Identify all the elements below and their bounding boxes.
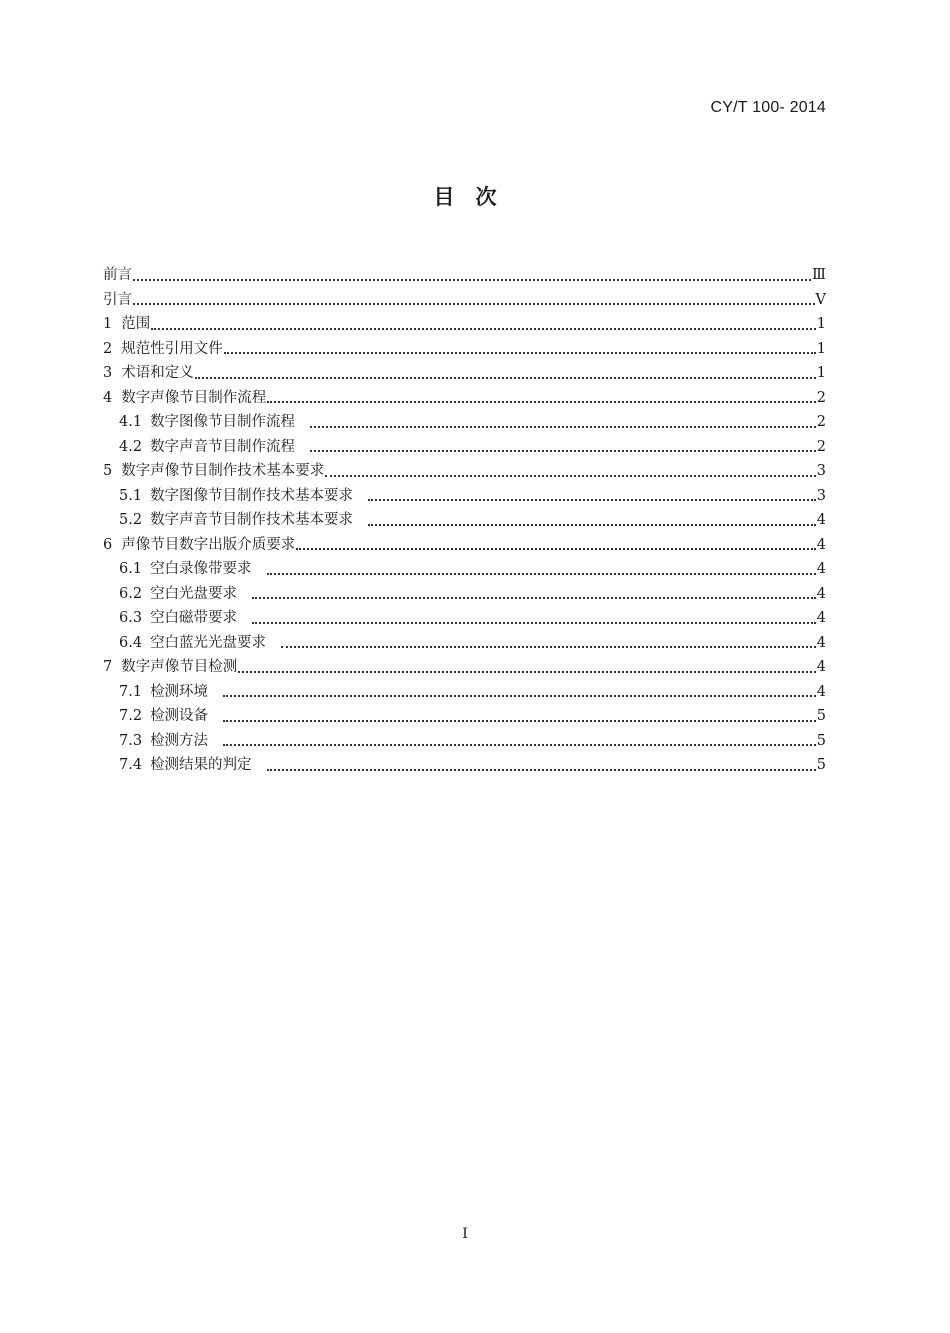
toc-entry-number: 7 bbox=[103, 659, 113, 675]
toc-entry[interactable] bbox=[103, 288, 826, 313]
toc-leader-dots bbox=[238, 655, 816, 680]
toc-leader-dots bbox=[281, 631, 816, 656]
toc-entry-label: 规范性引用文件 bbox=[121, 340, 223, 357]
toc-entry-label: 引言 bbox=[103, 291, 132, 308]
toc-entry-label: 前言 bbox=[103, 267, 132, 283]
toc-entry-page: 4 bbox=[816, 634, 826, 651]
toc-entry-number: 4 bbox=[103, 389, 113, 406]
toc-entry[interactable] bbox=[103, 582, 826, 607]
toc-entry-page: 5 bbox=[816, 708, 826, 724]
toc-entry[interactable] bbox=[103, 386, 826, 411]
toc-entry[interactable] bbox=[103, 557, 826, 582]
document-code: CY/T 100- 2014 bbox=[710, 99, 826, 116]
toc-entry-page: Ⅲ bbox=[812, 267, 826, 283]
toc-entry-number: 4.1 bbox=[119, 414, 143, 430]
toc-entry[interactable] bbox=[103, 606, 826, 631]
toc-entry-number: 5.2 bbox=[119, 512, 143, 528]
toc-leader-dots bbox=[151, 312, 816, 337]
toc-entry[interactable] bbox=[103, 704, 826, 729]
toc-leader-dots bbox=[223, 704, 816, 729]
toc-leader-dots bbox=[310, 410, 816, 435]
toc-entry-page: 3 bbox=[816, 463, 826, 479]
page-title: 目 次 bbox=[433, 185, 497, 209]
toc-entry-label: 数字图像节目制作流程 bbox=[150, 414, 296, 430]
toc-entry-label: 数字声像节目制作流程 bbox=[121, 389, 267, 406]
toc-leader-dots bbox=[133, 288, 815, 313]
toc-entry-number: 5.1 bbox=[119, 487, 143, 504]
toc-entry-page: 4 bbox=[816, 610, 826, 626]
toc-entry[interactable] bbox=[103, 337, 826, 362]
toc-entry-number: 1 bbox=[103, 316, 113, 332]
toc-entry-label: 空白磁带要求 bbox=[150, 610, 238, 626]
toc-entry[interactable] bbox=[103, 729, 826, 754]
toc-entry[interactable] bbox=[103, 435, 826, 460]
toc-entry-label: 数字声音节目制作技术基本要求 bbox=[150, 512, 354, 528]
toc-entry-page: 2 bbox=[816, 389, 826, 406]
toc-entry-label: 声像节目数字出版介质要求 bbox=[121, 536, 296, 553]
toc-leader-dots bbox=[223, 680, 816, 705]
toc-leader-dots bbox=[252, 582, 816, 607]
toc-entry-page: 4 bbox=[816, 561, 826, 577]
toc-entry-page: 5 bbox=[816, 757, 826, 773]
toc-entry[interactable] bbox=[103, 484, 826, 509]
toc-leader-dots bbox=[252, 606, 816, 631]
toc-entry-number: 4.2 bbox=[119, 438, 143, 455]
toc-entry-page: 4 bbox=[816, 585, 826, 602]
toc-entry-page: 4 bbox=[816, 536, 826, 553]
toc-entry-page: 1 bbox=[816, 340, 826, 357]
toc-entry-number: 7.4 bbox=[119, 757, 143, 773]
toc-entry[interactable] bbox=[103, 508, 826, 533]
page-number: I bbox=[462, 1226, 468, 1242]
toc-entry-label: 范围 bbox=[121, 316, 151, 332]
toc-entry-number: 7.2 bbox=[119, 708, 143, 724]
toc-leader-dots bbox=[325, 459, 816, 484]
toc-entry-page: 3 bbox=[816, 487, 826, 504]
toc-entry-page: 2 bbox=[816, 438, 826, 455]
toc-entry-label: 数字声像节目制作技术基本要求 bbox=[121, 463, 325, 479]
toc-leader-dots bbox=[267, 557, 816, 582]
toc-entry-number: 6 bbox=[103, 536, 113, 553]
toc-entry-number: 6.2 bbox=[119, 585, 143, 602]
toc-entry[interactable] bbox=[103, 459, 826, 484]
table-of-contents bbox=[103, 263, 826, 778]
toc-entry-label: 数字图像节目制作技术基本要求 bbox=[150, 487, 354, 504]
toc-leader-dots bbox=[267, 386, 816, 411]
toc-entry-label: 检测方法 bbox=[150, 732, 209, 749]
toc-entry-label: 数字声像节目检测 bbox=[121, 659, 238, 675]
toc-entry-number: 6.4 bbox=[119, 634, 143, 651]
toc-entry-label: 检测设备 bbox=[150, 708, 209, 724]
toc-entry[interactable] bbox=[103, 753, 826, 778]
toc-leader-dots bbox=[368, 508, 816, 533]
toc-entry-page: 2 bbox=[816, 414, 826, 430]
toc-entry[interactable] bbox=[103, 655, 826, 680]
toc-leader-dots bbox=[310, 435, 816, 460]
toc-entry-label: 术语和定义 bbox=[121, 365, 194, 381]
toc-entry-number: 2 bbox=[103, 340, 113, 357]
toc-entry[interactable] bbox=[103, 410, 826, 435]
toc-entry-page: 4 bbox=[816, 683, 826, 700]
toc-leader-dots bbox=[133, 263, 811, 288]
toc-entry-number: 6.3 bbox=[119, 610, 143, 626]
toc-entry[interactable] bbox=[103, 312, 826, 337]
toc-entry-label: 检测环境 bbox=[150, 683, 209, 700]
toc-leader-dots bbox=[267, 753, 816, 778]
toc-entry-number: 7.3 bbox=[119, 732, 143, 749]
toc-entry-page: 5 bbox=[816, 732, 826, 749]
toc-entry-label: 空白蓝光光盘要求 bbox=[150, 634, 267, 651]
toc-entry[interactable] bbox=[103, 263, 826, 288]
toc-entry-page: 1 bbox=[816, 316, 826, 332]
toc-entry[interactable] bbox=[103, 533, 826, 558]
toc-leader-dots bbox=[368, 484, 816, 509]
toc-entry-label: 数字声音节目制作流程 bbox=[150, 438, 296, 455]
toc-entry-label: 检测结果的判定 bbox=[150, 757, 252, 773]
toc-leader-dots bbox=[224, 337, 816, 362]
toc-entry-page: 4 bbox=[816, 659, 826, 675]
toc-entry-page: 4 bbox=[816, 512, 826, 528]
toc-entry-number: 5 bbox=[103, 463, 113, 479]
toc-leader-dots bbox=[296, 533, 816, 558]
toc-entry-label: 空白光盘要求 bbox=[150, 585, 238, 602]
toc-leader-dots bbox=[195, 361, 816, 386]
toc-entry-number: 7.1 bbox=[119, 683, 143, 700]
toc-entry-label: 空白录像带要求 bbox=[150, 561, 252, 577]
toc-leader-dots bbox=[223, 729, 816, 754]
toc-entry[interactable] bbox=[103, 680, 826, 705]
toc-entry-number: 6.1 bbox=[119, 561, 143, 577]
toc-entry-page: 1 bbox=[816, 365, 826, 381]
toc-entry-number: 3 bbox=[103, 365, 113, 381]
toc-entry-page: Ⅴ bbox=[815, 291, 826, 308]
toc-entry[interactable] bbox=[103, 631, 826, 656]
toc-entry[interactable] bbox=[103, 361, 826, 386]
